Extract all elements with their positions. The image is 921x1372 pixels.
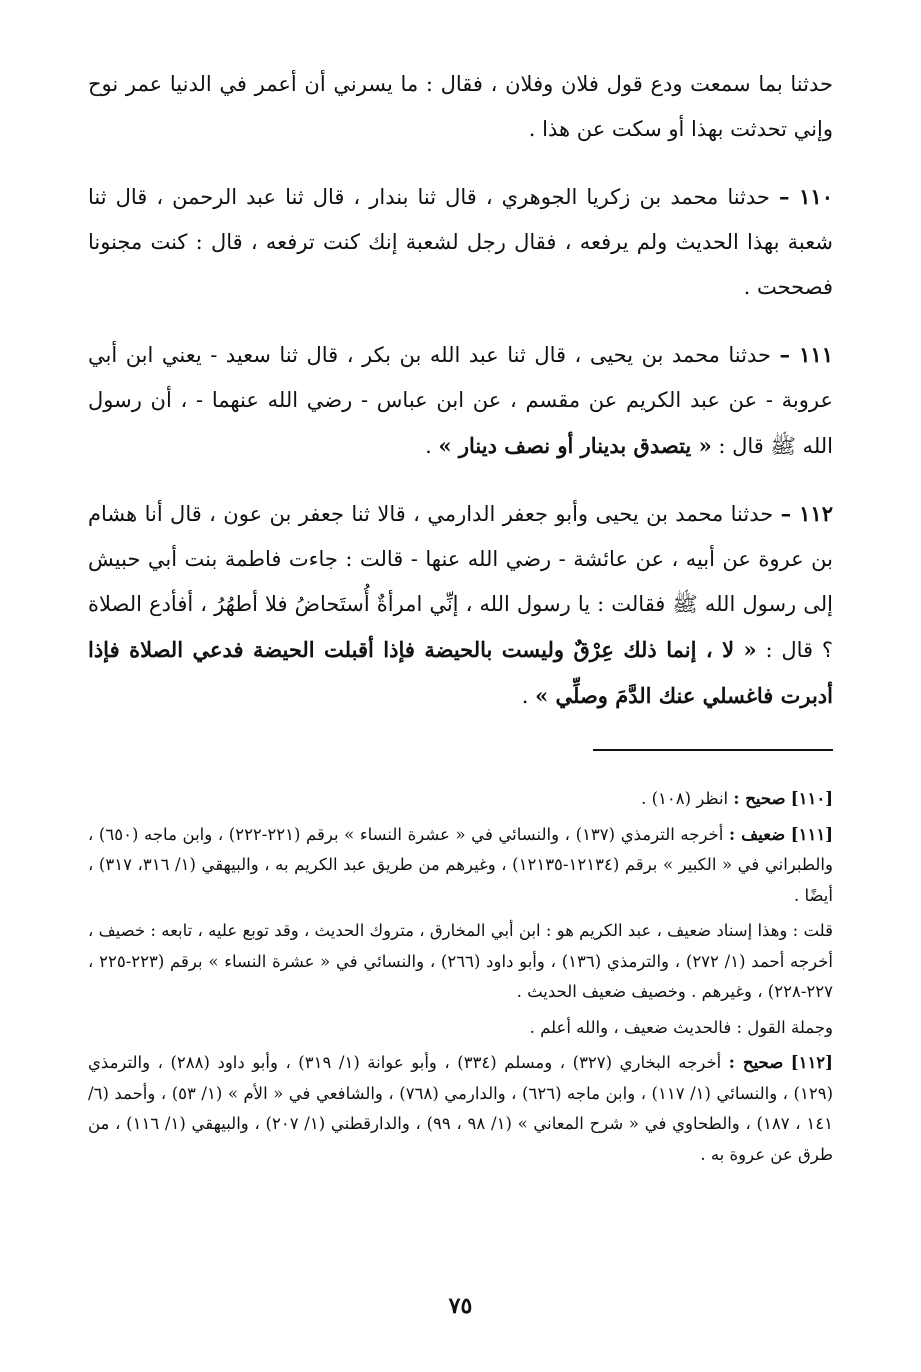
- footnote-divider: [593, 749, 833, 751]
- footnote-text: قلت : وهذا إسناد ضعيف ، عبد الكريم هو : ابن أبي المخارق ، متروك الحديث ، وقد توبع عليه ، تابعه : خصيف ، أخرجه أحمد (١/ ٢٧٢) ، والترمذي (١٣٦) ، وأبو داود (٢٦٦) ، والنسائي في « عشرة النساء » برقم (٢٢٣-٢٢٥ ، ٢٢٧-٢٢٨) ، وغيرهم . وخصيف ضعيف الحديث .: [88, 921, 833, 1001]
- footnote-112: [88, 1048, 833, 1170]
- footnote-text: أخرجه الترمذي (١٣٧) ، والنسائي في « عشرة النساء » برقم (٢٢١-٢٢٢) ، وابن ماجه (٦٥٠) ، والطبراني في « الكبير » برقم (١٢١٣٤-١٢١٣٥) ، وغيرهم من طريق عبد الكريم به ، والبيهقي (١/ ٣١٦، ٣١٧) ، أيضًا .: [88, 824, 833, 905]
- hadith-number: ١١٢ –: [780, 501, 833, 526]
- hadith-isnad: حدثنا محمد بن يحيى وأبو جعفر الدارمي ، قالا ثنا جعفر بن عون ، قال أنا هشام بن عروة عن أبيه ، عن عائشة - رضي الله عنها - قالت : جاءت فاطمة بنت أبي حبيش إلى رسول الله ﷺ فقالت : يا رسول الله ، إنِّي امرأةٌ أُستَحاضُ فلا أطهُرُ ، أفأدع الصلاة ؟ قال :: [88, 502, 833, 662]
- paragraph-continuation: [88, 62, 833, 152]
- footnote-grade: صحيح :: [728, 1053, 784, 1072]
- hadith-isnad: حدثنا محمد بن يحيى ، قال ثنا عبد الله بن بكر ، قال ثنا سعيد - يعني ابن أبي عروبة - عن عبد الكريم عن مقسم ، عن ابن عباس - رضي الله عنهما - ، أن رسول الله ﷺ قال :: [88, 343, 833, 458]
- main-text: [88, 62, 833, 741]
- hadith-112: [88, 491, 833, 719]
- footnote-110: [88, 784, 833, 815]
- hadith-number: ١١٠ –: [778, 184, 833, 209]
- footnotes: [88, 784, 833, 1175]
- footnote-text: وجملة القول : فالحديث ضعيف ، والله أعلم .: [529, 1017, 833, 1037]
- hadith-number: ١١١ –: [779, 342, 833, 367]
- footnote-111-comment: [88, 916, 833, 1008]
- footnote-tag: [١١٠]: [790, 789, 833, 808]
- hadith-end: .: [425, 434, 439, 458]
- footnote-text: أخرجه البخاري (٣٢٧) ، ومسلم (٣٣٤) ، وأبو عوانة (١/ ٣١٩) ، وأبو داود (٢٨٨) ، والترمذي (١٢٩) ، والنسائي (١/ ١١٧) ، وابن ماجه (٦٢٦) ، والدارمي (٧٦٨) ، والشافعي في « الأم » (١/ ٥٣) ، وأحمد (٦/ ١٤١ ، ١٨٧) ، والطحاوي في « شرح المعاني » (١/ ٩٨ ، ٩٩) ، والدارقطني (١/ ٢٠٧) ، والبيهقي (١/ ١١٦) ، من طرق عن عروة به .: [88, 1053, 834, 1164]
- hadith-110: [88, 174, 833, 310]
- hadith-text: حدثنا محمد بن زكريا الجوهري ، قال ثنا بندار ، قال ثنا عبد الرحمن ، قال ثنا شعبة بهذا الحديث ولم يرفعه ، فقال رجل لشعبة إنك كنت ترفعه ، قال : كنت مجنونا فصححت .: [88, 185, 833, 299]
- footnote-tag: [١١١]: [790, 824, 834, 844]
- hadith-matn: « يتصدق بدينار أو نصف دينار »: [438, 433, 712, 458]
- footnote-grade: ضعيف :: [728, 824, 786, 844]
- paragraph-text: حدثنا بما سمعت ودع قول فلان وفلان ، فقال : ما يسرني أن أعمر في الدنيا عمر نوح وإني تحدثت بهذا أو سكت عن هذا .: [88, 72, 833, 141]
- footnote-tag: [١١٢]: [790, 1053, 833, 1072]
- footnote-grade: صحيح :: [733, 789, 786, 808]
- hadith-end: .: [521, 684, 536, 708]
- footnote-111-summary: [88, 1013, 833, 1044]
- footnote-text: انظر (١٠٨) .: [641, 789, 729, 808]
- page-number: ٧٥: [448, 1293, 473, 1319]
- hadith-matn: « لا ، إنما ذلك عِرْقٌ وليست بالحيضة فإذا أقبلت الحيضة فدعي الصلاة فإذا أدبرت فاغسلي عنك الدَّمَ وصلِّي »: [88, 637, 833, 708]
- footnote-111: [88, 820, 833, 912]
- hadith-111: [88, 332, 833, 469]
